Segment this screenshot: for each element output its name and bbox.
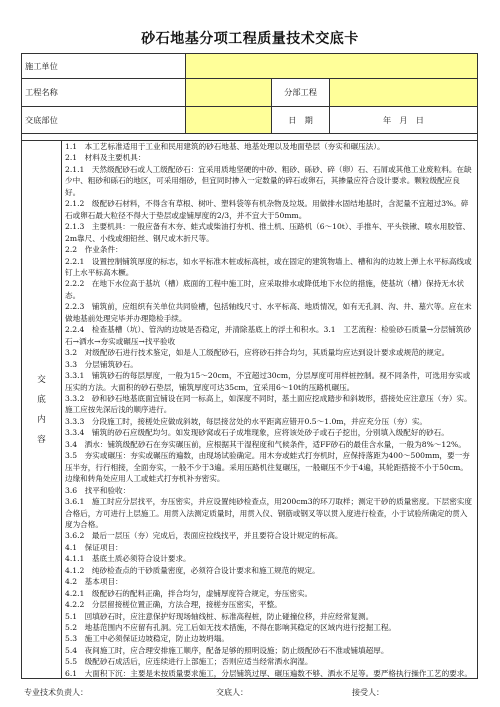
project-field[interactable] xyxy=(186,79,272,107)
content-paragraph: 3.3.2 砂和砂石地基底面宜铺设在同一标高上，如深度不同时，基土面应挖成踏步和斜坡形，搭接处应注意压（夯）实。施工应按先深后浅的顺序进行。 xyxy=(65,393,472,415)
content-paragraph: 2.1.3 主要机具：一般应备有木夯、蛙式或柴油打夯机、推土机、压路机（6～10t）、手推车、平头铁锹、喷水用胶管、2m靠尺、小线或细铅丝、钢尺或木折尺等。 xyxy=(65,222,471,243)
content-paragraph: 3.3.3 分段施工时，接槎处应做成斜坡，每层接岔处的水平距离应错开0.5～1.0m，并应充分压（夯）实。 xyxy=(65,416,428,426)
spacer-row xyxy=(22,134,478,141)
unit-field[interactable] xyxy=(186,54,478,79)
handover-form xyxy=(21,53,478,679)
content-body xyxy=(65,141,474,678)
content-paragraph: 2.1.2 级配砂石材料，不得含有草根、树叶、塑料袋等有机杂物及垃圾。用做排水固结地基时，含泥量不宜超过3%。碎石或卵石最大粒径不得大于垫层或虚铺厚度的2/3，并不宜大于50mm。 xyxy=(65,199,469,220)
project-label: 工程名称 xyxy=(22,79,186,107)
tech-lead-label: 专业技术负责人： xyxy=(24,688,88,697)
dept-field[interactable] xyxy=(186,107,272,134)
side-char: 内 xyxy=(37,414,46,425)
content-paragraph: 3.4 洒水：铺筑级配砂石在夯实碾压前，应根据其干湿程度和气候条件，适FF砂石的最佳含水量，一般为8%～12%。 xyxy=(65,439,466,449)
dept-label: 交底部位 xyxy=(22,107,186,134)
presenter-label: 交底人： xyxy=(216,688,248,697)
content-paragraph: 1.1 本工艺标准适用于工业和民用建筑的砂石地基、地基处理以及地面垫层（夯实和碾压法）。 xyxy=(65,142,385,151)
content-paragraph: 2.2.2 在地下水位高于基坑（槽）底面的工程中施工时，应采取排水或降低地下水位的措施，使基坑（槽）保持无水状态。 xyxy=(65,279,465,300)
content-paragraph: 3.6.2 最后一层压（夯）完成后，表面应拉线找平，并且要符合设计规定的标高。 xyxy=(65,531,343,541)
content-paragraph: 5.2 地基范围内不应留有孔洞。完工后如无技术措施，不得在影响其稳定的区域内进行挖掘工程。 xyxy=(65,623,397,633)
content-paragraph: 2.2 作业条件： xyxy=(65,245,123,255)
content-paragraph: 5.5 级配砂石成活后，应连续进行上部施工；否则应适当经常洒水润湿。 xyxy=(65,657,313,667)
content-paragraph: 3.3 分层铺筑砂石。 xyxy=(65,359,138,369)
content-paragraph: 3.5 夯实或碾压：夯实或碾压的遍数，由现场试验确定。用木夯或蛙式打夯机时，应保持落距为400～500mm，要一夯压半夯，行行相接，全面夯实，一般不少于3遍。采用压路机往复碾压，一般碾压不少于4遍，其轮距搭接不小于50cm。边缘和转角处应用人工或蛙式打夯机补夯密实。 xyxy=(65,451,470,484)
content-paragraph: 3.6 找平和验收： xyxy=(65,485,131,495)
content-paragraph: 4.2.2 分层留接槎位置正确，方法合理，接槎夯压密实，平整。 xyxy=(65,600,282,610)
content-cell xyxy=(62,141,478,679)
subproject-field[interactable] xyxy=(330,79,478,107)
content-paragraph: 4.2.1 级配砂石的配料正确，拌合均匀，虚铺厚度符合规定，夯压密实。 xyxy=(65,588,313,598)
side-char: 交 xyxy=(37,374,46,385)
receiver-label: 接受人： xyxy=(352,688,384,697)
content-paragraph: 3.3.1 铺筑砂石的每层厚度，一般为15～20cm，不宜超过30cm，分层厚度可用样桩控制。视不同条件，可选用夯实或压实的方法。大面积的砂石垫层，铺筑厚度可达35cm，宜采用6～10t的压路机碾压。 xyxy=(65,371,471,392)
unit-label: 施工单位 xyxy=(22,54,186,79)
content-paragraph: 3.2 对级配砂石进行技术鉴定，如是人工级配砂石，应将砂石拌合均匀，其质量均应达到设计要求或规范的规定。 xyxy=(65,348,450,358)
content-paragraph: 4.1.1 基底土质必须符合设计要求。 xyxy=(65,554,191,564)
content-paragraph: 2.2.3 铺筑前，应组织有关单位共同验槽，包括轴线尺寸、水平标高、地质情况，如有无孔洞、沟、井、墓穴等。应在未做地基前处理完毕并办理隐检手续。 xyxy=(65,302,472,323)
content-paragraph: 4.1.2 纯砂检查点的干砂质量密度，必须符合设计要求和施工规范的规定。 xyxy=(65,565,320,575)
content-paragraph: 4.2 基本项目： xyxy=(65,577,123,587)
date-field[interactable]: 年 月 日 xyxy=(330,107,478,134)
content-paragraph: 2.1.1 天然级配砂石或人工级配砂石：宜采用质地坚硬的中砂、粗砂、砾砂、碎（卵）石、石屑或其他工业废粒料。在缺少中、粗砂和砾石的地区，可采用细砂，但宜同时掺入一定数量的碎石或卵石，其掺量应符合设计要求。颗粒级配应良好。 xyxy=(65,164,472,197)
content-paragraph: 6.1 大面积下沉：主要是未按质量要求施工，分层铺筑过厚、碾压遍数不够、洒水不足等。要严格执行操作工艺的要求。 xyxy=(65,668,472,678)
content-paragraph: 5.4 夜间施工时，应合理安排施工顺序，配备足够的照明设施；防止级配砂石不准或铺填超厚。 xyxy=(65,645,389,655)
date-label: 日 期 xyxy=(272,107,330,134)
content-paragraph: 2.2.4 检查基槽（坑）、管沟的边坡是否稳定，并清除基底上的浮土和积水。3.1 工艺流程：检验砂石质量→分层铺筑砂石→洒水→夯实或碾压→找平验收 xyxy=(65,325,472,346)
page-title: 砂石地基分项工程质量技术交底卡 xyxy=(141,31,359,47)
content-paragraph: 5.1 回填砂石时，应注意保护好现场轴线桩、标准高程桩，防止碰撞位移，并应经常复测。 xyxy=(65,611,374,621)
content-paragraph: 5.3 施工中必须保证边坡稳定，防止边坡坍塌。 xyxy=(65,634,229,644)
side-char: 底 xyxy=(37,394,46,405)
content-side-label xyxy=(22,141,62,679)
content-paragraph: 3.6.1 施工时应分层找平，夯压密实，并应设置纯砂检查点，用200cm3的环刀取样；测定干砂的质量密度。下层密实度合格后，方可进行上层施工。用贯入法测定质量时，用贯入仪、钢筋或钢叉等以贯入度进行检查，小于试验所确定的贯入度为合格。 xyxy=(65,497,473,529)
side-char: 容 xyxy=(37,434,46,445)
content-paragraph: 3.3.4 铺筑的砂石应级配均匀。如发现砂窝或石子成堆现象，应将该处砂子或石子挖出，分别填入级配好的砂石。 xyxy=(65,428,449,438)
content-paragraph: 4.1 保证项目： xyxy=(65,542,123,552)
content-paragraph: 2.1 材料及主要机具： xyxy=(65,153,146,163)
subproject-label: 分部工程 xyxy=(272,79,330,107)
content-paragraph: 2.2.1 设置控制铺筑厚度的标志，如水平标准木桩或标高桩，或在固定的建筑物墙上、槽和沟的边坡上弹上水平标高线或钉上水平标高木橛。 xyxy=(65,256,472,277)
